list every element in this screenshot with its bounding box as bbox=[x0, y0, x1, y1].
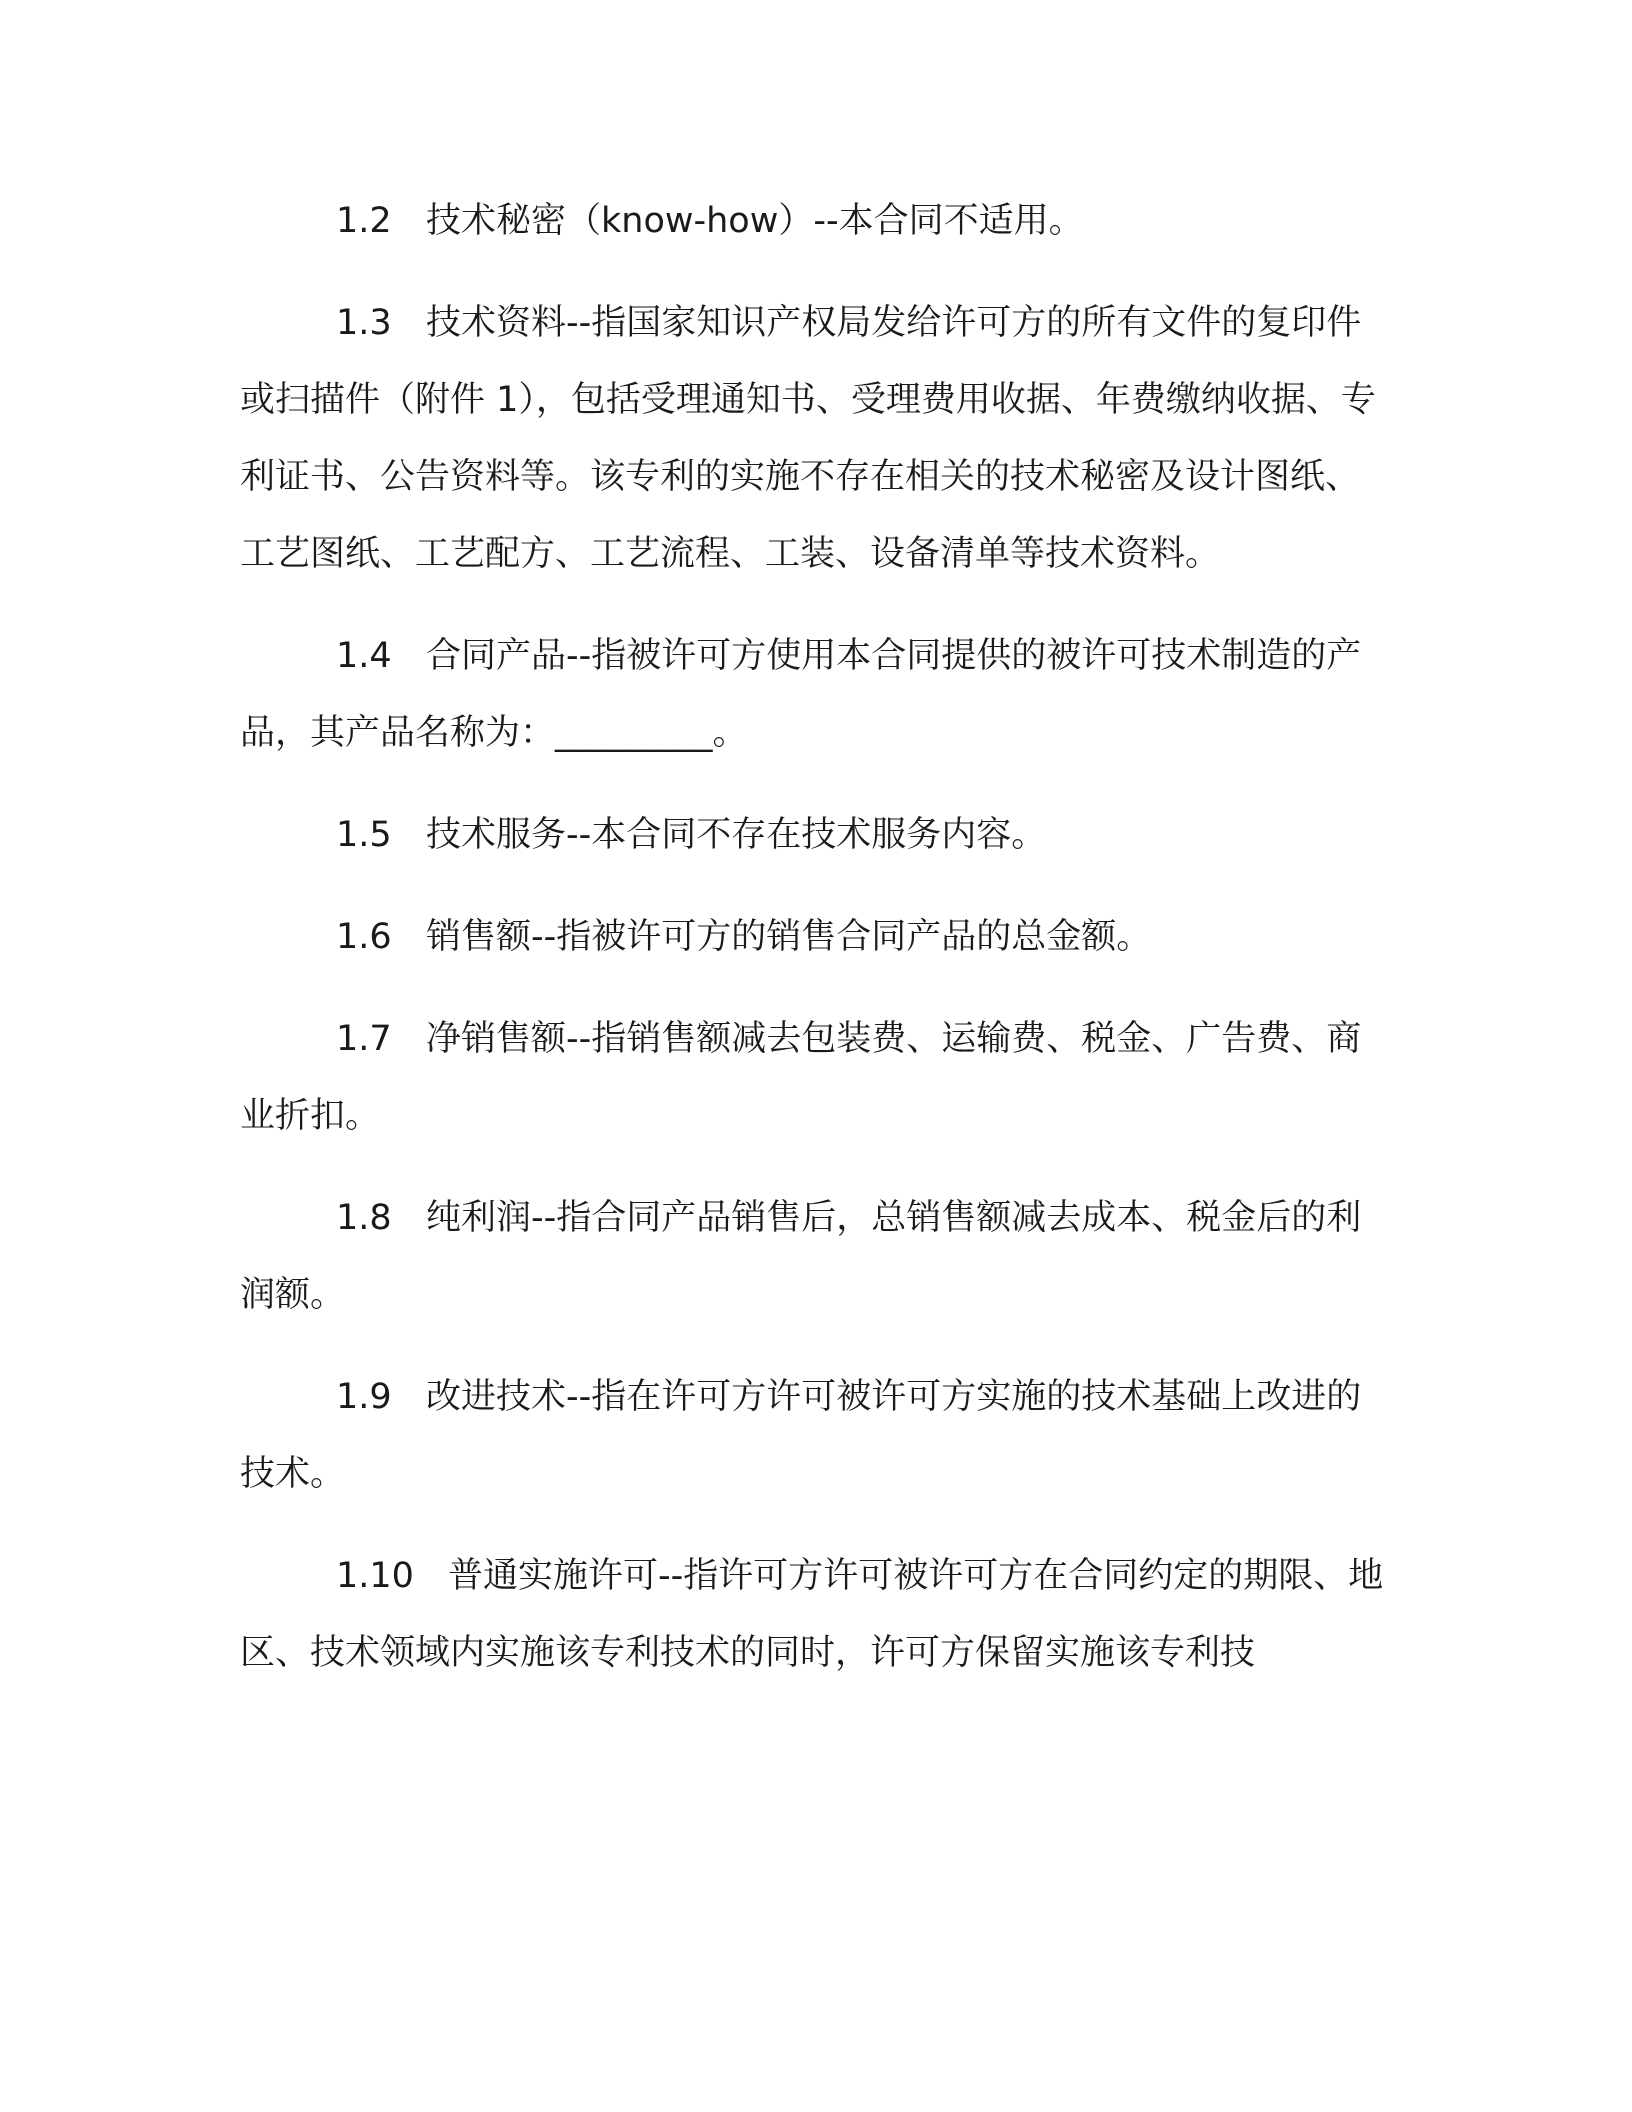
clause-text: 销售额--指被许可方的销售合同产品的总金额。 bbox=[426, 917, 1152, 957]
clause-1-8 bbox=[240, 1180, 1390, 1334]
clause-number: 1.4 bbox=[336, 636, 392, 676]
clause-1-5 bbox=[240, 797, 1390, 874]
clause-number: 1.3 bbox=[336, 303, 392, 343]
clause-number: 1.8 bbox=[336, 1198, 392, 1238]
clause-1-6 bbox=[240, 899, 1390, 976]
clause-text: 技术秘密（know-how）--本合同不适用。 bbox=[426, 201, 1084, 241]
clause-number: 1.2 bbox=[336, 201, 392, 241]
clause-1-2 bbox=[240, 183, 1390, 260]
clause-text: 技术资料--指国家知识产权局发给许可方的所有文件的复印件或扫描件（附件 1），包括受理通知书、受理费用收据、年费缴纳收据、专利证书、公告资料等。该专利的实施不存在相关的技术秘密及设计图纸、工艺图纸、工艺配方、工艺流程、工装、设备清单等技术资料。 bbox=[240, 303, 1376, 574]
clause-1-10 bbox=[240, 1538, 1390, 1692]
clause-text: 改进技术--指在许可方许可被许可方实施的技术基础上改进的技术。 bbox=[240, 1377, 1362, 1494]
clause-1-3 bbox=[240, 285, 1390, 593]
document-body bbox=[240, 183, 1390, 1717]
clause-text: 纯利润--指合同产品销售后，总销售额减去成本、税金后的利润额。 bbox=[240, 1198, 1362, 1315]
clause-1-7 bbox=[240, 1001, 1390, 1155]
clause-1-4 bbox=[240, 618, 1390, 772]
clause-1-9 bbox=[240, 1359, 1390, 1513]
clause-text: 净销售额--指销售额减去包装费、运输费、税金、广告费、商业折扣。 bbox=[240, 1019, 1362, 1136]
clause-text: 技术服务--本合同不存在技术服务内容。 bbox=[426, 815, 1047, 855]
clause-number: 1.9 bbox=[336, 1377, 392, 1417]
clause-number: 1.10 bbox=[336, 1556, 414, 1596]
clause-number: 1.7 bbox=[336, 1019, 392, 1059]
clause-text: 普通实施许可--指许可方许可被许可方在合同约定的期限、地区、技术领域内实施该专利技术的同时，许可方保留实施该专利技 bbox=[240, 1556, 1384, 1673]
clause-text: 合同产品--指被许可方使用本合同提供的被许可技术制造的产品，其产品名称为： bbox=[240, 636, 1362, 753]
clause-suffix: 。 bbox=[712, 713, 748, 753]
clause-number: 1.5 bbox=[336, 815, 392, 855]
clause-number: 1.6 bbox=[336, 917, 392, 957]
product-name-blank: _________ bbox=[555, 713, 713, 753]
